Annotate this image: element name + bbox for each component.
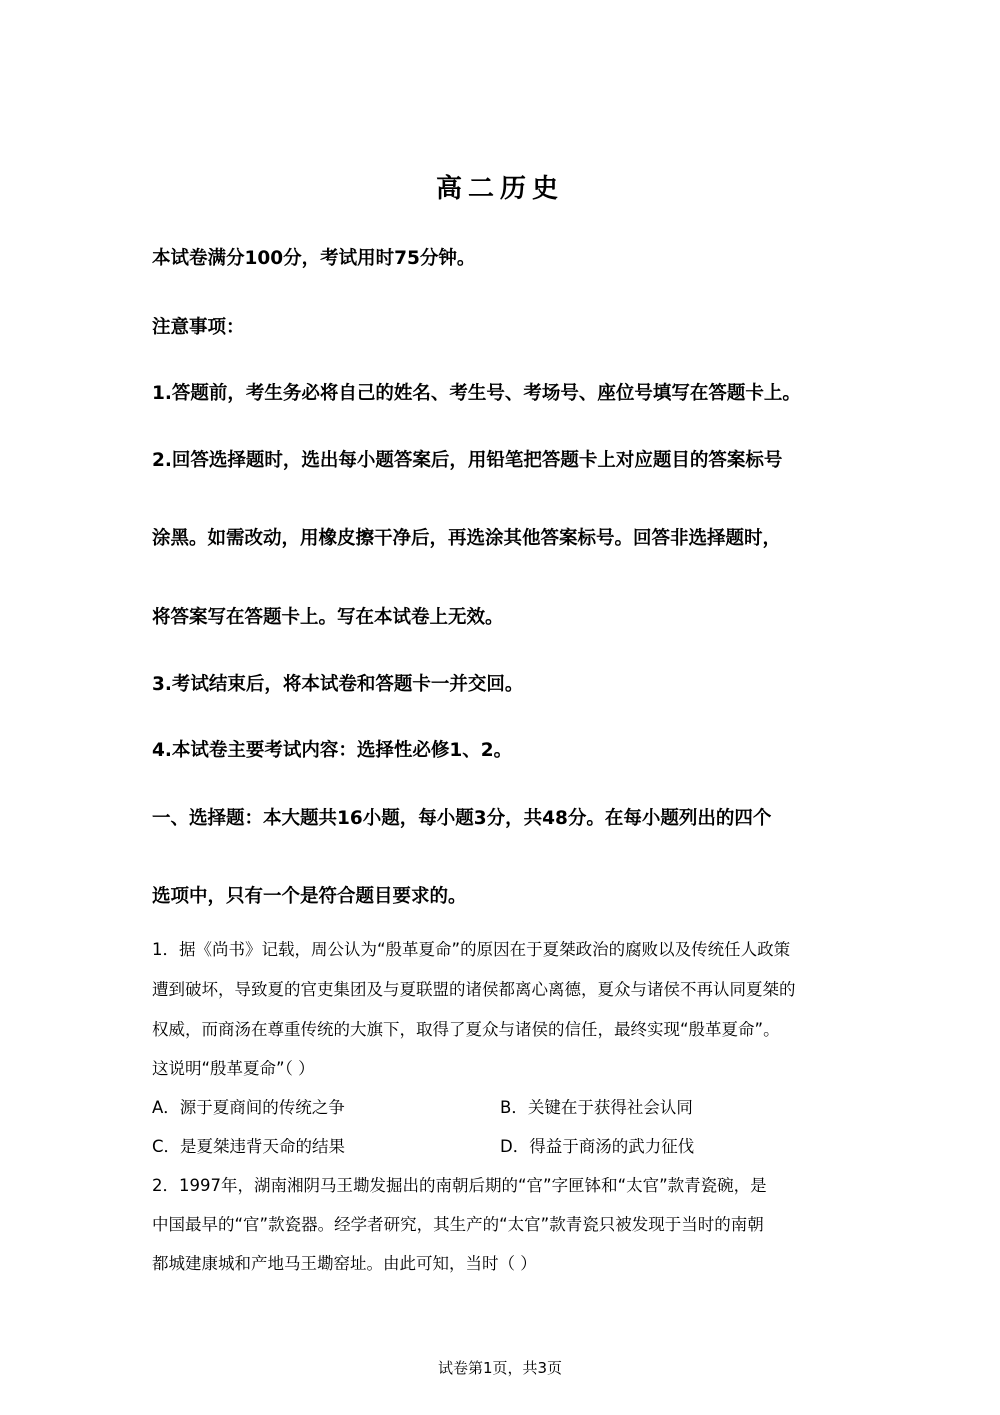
question-2-line-1: 2．1997年，湖南湘阴马王墈发掘出的南朝后期的“官”字匣钵和“太官”款青瓷碗，是 [152,1176,767,1195]
question-1-line-1: 1．据《尚书》记载，周公认为“殷革夏命”的原因在于夏桀政治的腐败以及传统任人政策 [152,940,791,959]
question-1-line-4: 这说明“殷革夏命”（ ） [152,1059,315,1078]
note-line-5: 3.考试结束后，将本试卷和答题卡一并交回。 [152,674,524,695]
question-1-option-a: A．源于夏商间的传统之争 [152,1098,345,1117]
question-1-option-c: C．是夏桀违背天命的结果 [152,1137,346,1156]
question-2-line-3: 都城建康城和产地马王墈窑址。由此可知，当时（ ） [152,1254,537,1273]
question-2-line-2: 中国最早的“官”款瓷器。经学者研究，其生产的“太官”款青瓷只被发现于当时的南朝 [152,1215,764,1234]
question-1-line-2: 遭到破坏，导致夏的官吏集团及与夏联盟的诸侯都离心离德，夏众与诸侯不再认同夏桀的 [152,980,796,999]
page-footer: 试卷第1页，共3页 [437,1359,563,1377]
question-1-line-3: 权威，而商汤在尊重传统的大旗下，取得了夏众与诸侯的信任，最终实现“殷革夏命”。 [152,1020,780,1039]
note-line-1: 1.答题前，考生务必将自己的姓名、考生号、考场号、座位号填写在答题卡上。 [152,383,801,404]
section-heading-line-2: 选项中，只有一个是符合题目要求的。 [152,886,467,907]
note-line-6: 4.本试卷主要考试内容：选择性必修1、2。 [152,740,513,761]
note-line-3: 涂黑。如需改动，用橡皮擦干净后，再选涂其他答案标号。回答非选择题时， [152,528,782,549]
note-line-2: 2.回答选择题时，选出每小题答案后，用铅笔把答题卡上对应题目的答案标号 [152,450,783,471]
note-line-4: 将答案写在答题卡上。写在本试卷上无效。 [152,607,504,628]
notice-heading: 注意事项： [152,317,245,338]
question-1-option-b: B．关键在于获得社会认同 [500,1098,693,1117]
full-score-line: 本试卷满分100分，考试用时75分钟。 [152,248,476,269]
page-title: 高二历史 [435,174,564,204]
question-1-option-d: D．得益于商汤的武力征伐 [500,1137,695,1156]
section-heading-line-1: 一、选择题：本大题共16小题，每小题3分，共48分。在每小题列出的四个 [152,808,772,829]
